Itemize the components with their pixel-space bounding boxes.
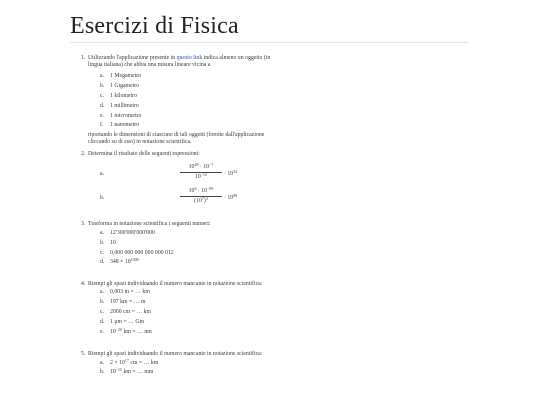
exercise-intro: Determina il risultato delle seguenti espressioni:: [88, 150, 200, 157]
item-text: 1 μm = … Gm: [110, 318, 145, 325]
list-item: [100, 240, 271, 250]
exercise-number: 2.: [81, 150, 86, 157]
list-item: [100, 289, 271, 299]
item-letter: a.: [100, 170, 105, 177]
expression-a: [100, 161, 271, 184]
item-text: 1 kilometro: [110, 93, 137, 99]
list-item: [100, 250, 271, 260]
denominator: $10^{-12}$: [194, 172, 208, 180]
app-link[interactable]: questo link: [176, 55, 203, 61]
item-text: $348 \times 10^{1000}$: [110, 257, 139, 266]
item-letter: d.: [100, 318, 105, 325]
numerator: $10^{49} \cdot 10^{-7}$: [180, 164, 222, 173]
list-item: [100, 319, 271, 329]
item-text: 197 km = … m: [110, 299, 146, 306]
item-letter: a.: [100, 289, 105, 296]
denominator: $(10^7)^3$: [194, 196, 208, 204]
list-item: [100, 230, 271, 240]
item-text: 12'300'000'000'000: [110, 230, 155, 236]
item-letter: b.: [100, 83, 105, 90]
item-letter: b.: [100, 299, 105, 306]
page-title: Esercizi di Fisica: [70, 13, 239, 39]
exercise-2: [81, 151, 271, 208]
exercise-outro: riportando le dimensioni di ciascuno di tali oggetti (fornite dall'applicazione cliccando su di essi) in notazione scientifica.: [88, 132, 265, 146]
intro-text: Utilizzando l'applicazione presente in: [88, 55, 176, 61]
item-text: 0,003 m = … km: [110, 289, 150, 296]
list-item: [100, 369, 271, 379]
sub-list: [100, 230, 271, 269]
item-letter: d.: [100, 102, 105, 109]
fraction: [180, 185, 222, 205]
list-item: [100, 309, 271, 319]
exercise-1: [81, 55, 271, 147]
exercise-intro: [88, 55, 271, 69]
item-letter: a.: [100, 230, 105, 236]
sub-list: [100, 357, 271, 380]
item-text: 1 millimetro: [110, 102, 139, 109]
fraction: [180, 161, 222, 181]
item-text: 1 Megametro: [110, 73, 142, 80]
item-text: 0,000 000 000 000 000 012: [110, 249, 174, 256]
item-text: $10^{-15}$ km = … mm: [110, 367, 154, 376]
item-letter: e.: [100, 112, 105, 119]
multiplier: · $10^{34}$: [224, 168, 238, 177]
item-text: 2000 cm = … km: [110, 308, 151, 315]
item-letter: c.: [100, 249, 105, 256]
list-item: [100, 326, 271, 339]
exercise-list: [81, 55, 271, 379]
list-item: [100, 83, 271, 93]
title-divider: [70, 42, 468, 43]
exercise-3: [81, 221, 271, 269]
item-text: 10: [110, 239, 116, 246]
item-text: $2 \times 10^{17}$ cm = … km: [110, 357, 159, 366]
item-letter: b.: [100, 239, 105, 246]
list-item: [100, 259, 271, 269]
list-item: [100, 299, 271, 309]
exercise-5: [81, 351, 271, 379]
list-item: [100, 357, 271, 370]
exercise-intro: Riempi gli spazi individuando il numero mancante in notazione scientifica:: [88, 351, 263, 358]
sub-list: [100, 289, 271, 338]
item-letter: d.: [100, 259, 105, 266]
list-item: [100, 122, 271, 132]
list-item: [100, 103, 271, 113]
item-letter: c.: [100, 308, 105, 315]
numerator: $10^6 \cdot 10^{-89}$: [180, 188, 222, 197]
exercise-number: 5.: [81, 351, 86, 358]
list-item: [100, 73, 271, 83]
exercise-number: 1.: [81, 55, 86, 61]
exercise-number: 3.: [81, 220, 86, 227]
item-text: 1 Gigametro: [110, 83, 140, 90]
item-letter: e.: [100, 328, 105, 335]
multiplier: · $10^{89}$: [224, 192, 238, 201]
exercise-intro: Riempi gli spazi individuando il numero mancante in notazione scientifica:: [88, 281, 263, 288]
expression-b: [100, 185, 271, 208]
item-letter: b.: [100, 194, 105, 201]
list-item: [100, 113, 271, 123]
exercise-4: [81, 281, 271, 338]
exercise-number: 4.: [81, 281, 86, 288]
list-item: [100, 93, 271, 103]
sub-list: [100, 73, 271, 132]
item-text: 1 micrometro: [110, 112, 142, 119]
intro-text: indica almeno un oggetto (in lingua italiana) che abbia una misura lineare vicina a: [88, 55, 271, 69]
item-text: 1 nanometro: [110, 122, 140, 129]
item-letter: a.: [100, 359, 105, 366]
item-text: $10^{-20}$ km = … nm: [110, 326, 152, 335]
item-letter: f.: [100, 122, 104, 129]
item-letter: c.: [100, 93, 105, 99]
item-letter: a.: [100, 73, 105, 80]
exercise-intro: Trasforma in notazione scientifica i seguenti numeri:: [88, 220, 211, 227]
item-letter: b.: [100, 369, 105, 376]
